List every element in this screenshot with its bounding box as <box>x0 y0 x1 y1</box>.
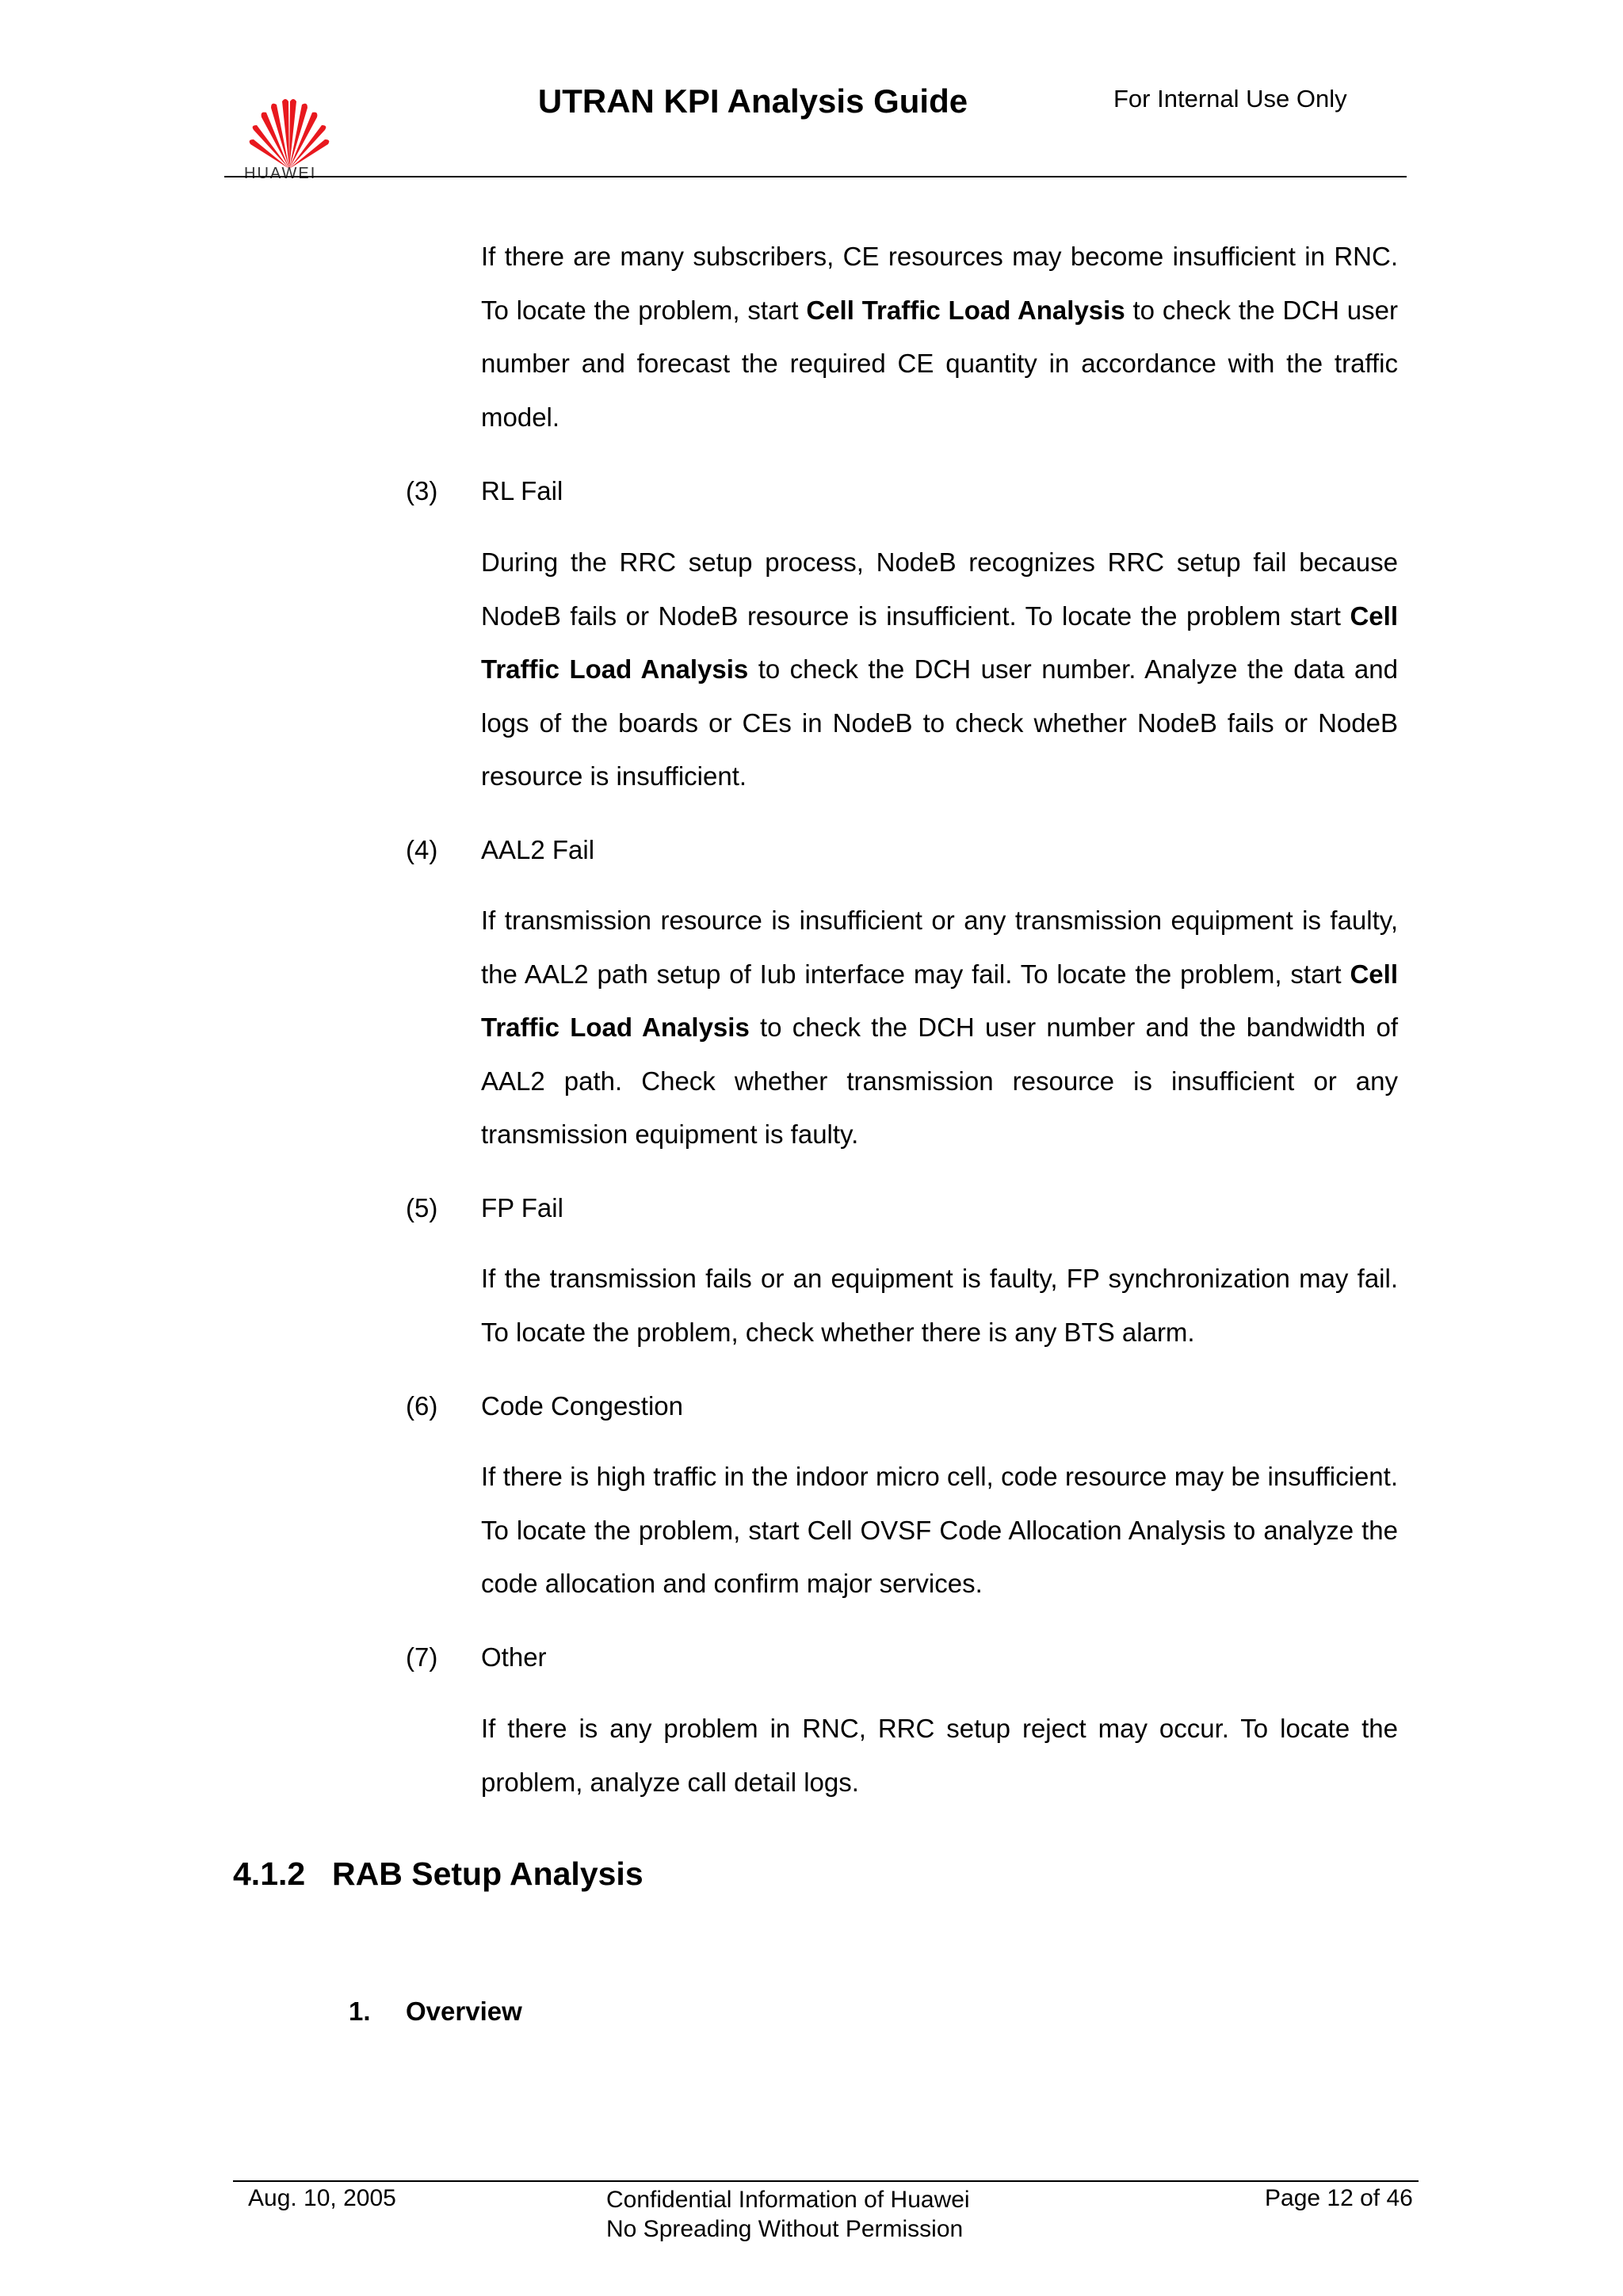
intro-paragraph: If there are many subscribers, CE resources may become insufficient in RNC. To locate the problem, start Cell Traffic Load Analysis to check the DCH user number and forecast the required CE quantity in accordance with the traffic model. <box>481 242 1398 432</box>
list-item-paragraph: If there is high traffic in the indoor micro cell, code resource may be insufficient. To locate the problem, start Cell OVSF Code Allocation Analysis to analyze the code allocation and confirm major services. <box>481 1462 1398 1598</box>
list-label: AAL2 Fail <box>481 835 595 864</box>
footer-line-1: Confidential Information of Huawei <box>606 2187 970 2213</box>
footer-confidential <box>606 2185 970 2244</box>
list-label: RL Fail <box>481 476 563 505</box>
list-number: (4) <box>406 835 438 864</box>
page-number: Page 12 of 46 <box>1265 2185 1413 2211</box>
list-item-heading <box>406 475 563 507</box>
section-title: RAB Setup Analysis <box>332 1855 643 1892</box>
list-item-paragraph: If the transmission fails or an equipment is faulty, FP synchronization may fail. To locate the problem, check whether there is any BTS alarm. <box>481 1264 1398 1347</box>
list-number: (6) <box>406 1391 438 1421</box>
bold-term: Cell Traffic Load Analysis <box>481 601 1398 684</box>
bold-term: Cell Traffic Load Analysis <box>481 959 1398 1042</box>
subsection-title: Overview <box>406 1997 522 2026</box>
list-item-paragraph: During the RRC setup process, NodeB recognizes RRC setup fail because NodeB fails or NodeB resource is insufficient. To locate the problem start Cell Traffic Load Analysis to check the DCH user number. Analyze the data and logs of the boards or CEs in NodeB to check whether NodeB fails or NodeB resource is insufficient. <box>481 547 1398 791</box>
footer-line-2: No Spreading Without Permission <box>606 2216 964 2242</box>
list-label: Code Congestion <box>481 1391 684 1421</box>
footer-date: Aug. 10, 2005 <box>248 2185 396 2211</box>
classification-note: For Internal Use Only <box>1113 85 1347 113</box>
logo-text: HUAWEI <box>244 165 317 182</box>
header-divider <box>224 176 1407 177</box>
document-title: UTRAN KPI Analysis Guide <box>537 82 968 120</box>
list-item-heading <box>406 1192 563 1224</box>
section-number: 4.1.2 <box>233 1855 306 1892</box>
footer-divider <box>233 2180 1419 2182</box>
list-number: (3) <box>406 476 438 505</box>
list-number: (7) <box>406 1642 438 1672</box>
subsection-heading <box>349 1997 522 2027</box>
list-label: Other <box>481 1642 547 1672</box>
list-item-heading <box>406 834 594 866</box>
subsection-number: 1. <box>349 1997 371 2026</box>
list-item-paragraph: If there is any problem in RNC, RRC setup reject may occur. To locate the problem, analyze call detail logs. <box>481 1714 1398 1797</box>
list-item-paragraph: If transmission resource is insufficient or any transmission equipment is faulty, the AAL2 path setup of Iub interface may fail. To locate the problem, start Cell Traffic Load Analysis to check the DCH user number and the bandwidth of AAL2 path. Check whether transmission resource is insufficient or any transmission equipment is faulty. <box>481 906 1398 1149</box>
list-item-heading <box>406 1642 547 1673</box>
list-item-heading <box>406 1390 683 1422</box>
list-label: FP Fail <box>481 1193 563 1222</box>
section-heading <box>233 1855 643 1893</box>
bold-term: Cell Traffic Load Analysis <box>806 295 1125 325</box>
list-number: (5) <box>406 1193 438 1222</box>
